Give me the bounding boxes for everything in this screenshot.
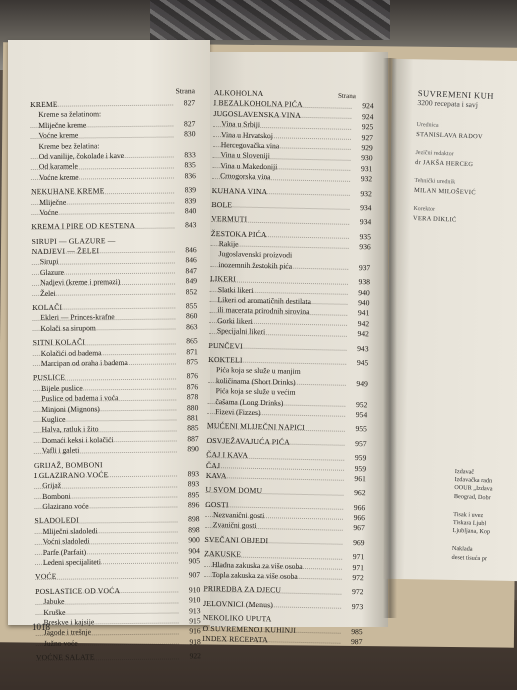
toc-entry-title: Bijele puslice (41, 383, 83, 393)
credit-role: Korektor (413, 205, 436, 213)
toc-entry-title: KOLAČI (32, 302, 63, 313)
toc-page-number: 967 (353, 523, 365, 533)
toc-entry-title: KREMA I PIRE OD KESTENA (31, 221, 136, 232)
toc-subentry-row (31, 206, 196, 218)
toc-page-number: 900 (188, 535, 200, 545)
toc-page-number: 852 (185, 286, 198, 297)
toc-page-number: 905 (188, 556, 201, 566)
toc-entry-title: LIKERI (209, 274, 237, 284)
toc-entry-title: ALKOHOLNA (213, 88, 264, 99)
toc-page-number: 955 (355, 424, 367, 434)
credit-name: VERA DIKLIĆ (412, 214, 457, 224)
toc-subentry-row (36, 637, 201, 649)
toc-section-row (36, 651, 201, 663)
toc-page-number: 924 (361, 111, 374, 122)
toc-page-number: 849 (185, 276, 198, 286)
toc-section-row (31, 221, 196, 233)
toc-entry-title: SITNI KOLAČI (32, 337, 86, 348)
toc-entry-title: Puslice od badema i voća (41, 393, 119, 404)
toc-entry-title: čašama (Long Drinks) (215, 396, 284, 408)
toc-page-number: 839 (184, 185, 197, 195)
toc-page-number: 959 (354, 453, 367, 463)
toc-entry-title: JUGOSLAVENSKA VINA (213, 108, 302, 120)
toc-section-row (207, 421, 367, 435)
toc-page-number: 890 (187, 444, 199, 454)
toc-entry-title: Domaći keksi i kolačići (41, 434, 114, 445)
toc-entry-title: Nezvaniĉni gosti (212, 510, 265, 521)
credit-role: Jezični redaktor (415, 149, 454, 158)
toc-page-number: 941 (357, 308, 370, 318)
toc-page-number: 895 (187, 489, 200, 500)
title-page-credits (412, 88, 517, 237)
toc-entry-title: POSLASTICE OD VOĆA (35, 585, 121, 596)
printer-line: Tisak i uvez (453, 510, 484, 519)
toc-entry-title: Od vanilije, čokolade i kave (38, 150, 125, 161)
toc-entry-title: Rakije (218, 239, 239, 249)
toc-page-number: 881 (187, 413, 199, 423)
toc-entry-title: SLADOLEDI (34, 515, 79, 526)
toc-entry-title: Hercegovačka vina (220, 140, 280, 151)
book-gutter-shadow (383, 58, 397, 618)
page-number: 1018 (32, 622, 50, 632)
toc-section-row (212, 185, 372, 199)
toc-subentry-row (205, 520, 365, 534)
publisher-line: Izdavačka radn (454, 476, 493, 485)
imprint-block (451, 468, 517, 575)
toc-entry-title: Kuglice (41, 414, 66, 424)
toc-page-number: 952 (355, 399, 368, 409)
toc-entry-title: KUHANA VINA (211, 185, 268, 196)
toc-entry-title: Pića koja se služe u većim (215, 386, 296, 397)
toc-page-number: 876 (186, 371, 199, 381)
toc-entry-title: PUNČEVI (208, 340, 244, 351)
toc-page-number: 855 (185, 301, 198, 311)
toc-page-number: 887 (187, 433, 199, 444)
toc-page-number: 959 (354, 463, 367, 473)
toc-entry-title: Mliječne (39, 197, 67, 207)
toc-page-number: 833 (184, 150, 196, 160)
toc-entry-title: VOĆNE SALATE (35, 652, 95, 663)
toc-subentry-row (32, 322, 197, 334)
credit-block (415, 149, 517, 171)
toc-entry-title: Glazure (39, 267, 65, 277)
toc-section-row (205, 485, 365, 499)
toc-entry-title: Kolačići od badema (40, 347, 102, 358)
toc-page-number: 925 (361, 122, 374, 132)
toc-page-number: 846 (185, 255, 197, 265)
toc-page-number: 966 (353, 513, 366, 523)
printer-block (452, 511, 517, 539)
credit-name: dr JAKŠA HERCEG (415, 158, 474, 169)
toc-page-number: 929 (361, 143, 373, 153)
publisher-block (454, 468, 517, 504)
credit-name: STANISLAVA RADOV (416, 130, 484, 141)
toc-page-number: 966 (353, 502, 366, 512)
toc-page-number: 969 (353, 537, 365, 548)
toc-page-number: 885 (187, 423, 199, 433)
toc-entry-title: Od karamele (38, 161, 78, 172)
toc-page-number: 932 (360, 188, 372, 198)
publisher-line: Izdavač (454, 468, 475, 476)
toc-page-number: 918 (189, 636, 201, 647)
imprint-list (451, 468, 517, 565)
toc-entry-title: Voćne kreme (38, 172, 79, 182)
toc-page-number: 924 (362, 101, 374, 111)
toc-entry-title: SVEČANI OBJEDI (204, 534, 269, 546)
book-title: SUVREMENI KUH (417, 88, 495, 101)
toc-page-number: 961 (354, 473, 366, 484)
toc-page-number: 985 (351, 626, 363, 636)
toc-page-number: 827 (183, 98, 196, 108)
toc-page-number: 957 (355, 438, 367, 448)
toc-page-number: 843 (185, 220, 197, 230)
toc-entry-title: ili macerata prirodnih sirovina (217, 305, 310, 317)
toc-entry-title: PRIREDBA ZA DJECU (203, 584, 282, 595)
table-of-contents-left (30, 86, 201, 663)
toc-page-number: 934 (359, 217, 372, 227)
toc-page-number: 893 (187, 479, 200, 489)
toc-subentry-row (212, 171, 372, 185)
toc-entry-title: O SUVREMENOJ KUHINJI (202, 623, 297, 635)
toc-entry-title: ZAKUSKE (204, 549, 242, 559)
toc-page-number: 931 (360, 163, 373, 174)
credit-block (413, 205, 517, 227)
toc-entry-title: količinama (Short Drinks) (215, 375, 296, 387)
background-pattern (150, 0, 390, 40)
toc-page-number: 972 (351, 587, 364, 597)
toc-entry-title: Bomboni (42, 491, 71, 501)
toc-entry-title: KOKTELI (208, 354, 243, 365)
toc-subentry-row (209, 326, 369, 340)
toc-subentry-row (35, 556, 200, 568)
toc-entry-title: INDEX RECEPATA (202, 633, 268, 645)
toc-page-number: 878 (186, 392, 199, 402)
toc-entry-title: I GLAZIRANO VOĆE (34, 470, 109, 480)
toc-section-row (206, 471, 366, 485)
toc-entry-title: Slatki likeri (217, 284, 254, 295)
toc-page-number: 915 (189, 616, 201, 626)
toc-page-number: 876 (186, 382, 199, 392)
toc-entry-title: NEKUHANE KREME (31, 186, 105, 197)
toc-section-row (203, 599, 363, 613)
toc-page-number: 910 (188, 595, 201, 605)
toc-subentry-row (210, 260, 370, 274)
toc-entry-title: Nadjevi (kreme i premazi) (39, 277, 121, 288)
toc-page-number: 898 (188, 514, 200, 524)
publisher-line: Beograd, Dobr (453, 492, 491, 501)
toc-entry-title: Marcipan od oraha i badema (40, 357, 128, 368)
toc-entry-title: Crnogorska vina (220, 171, 271, 182)
toc-page-number: 836 (184, 171, 196, 181)
toc-entry-title: Sirupi (39, 257, 59, 267)
toc-entry-title: KREME (30, 99, 58, 109)
toc-page-number: 943 (357, 343, 369, 353)
toc-entry-title: Gorki likeri (217, 315, 253, 326)
toc-entry-title: Voćne kreme (38, 130, 79, 141)
toc-entry-title: GRIJAŽ, BOMBONI (33, 459, 103, 470)
toc-entry-title: Vina u Srbiji (221, 119, 261, 130)
toc-page-number: 827 (183, 119, 196, 129)
toc-section-row (204, 535, 364, 549)
toc-page-number: 875 (186, 357, 198, 367)
toc-page-number: 904 (188, 545, 200, 555)
toc-page-number: 927 (361, 132, 374, 142)
toc-subentry-row (34, 444, 199, 456)
toc-entry-title: Mliječni sladoledi (42, 526, 98, 536)
toc-subentry-row (32, 287, 197, 299)
toc-entry-title: Minjoni (Mignons) (41, 403, 100, 414)
printer-line: Ljubljana, Kop (452, 527, 491, 536)
toc-subentry-row (204, 570, 364, 584)
toc-entry-title: Topla zakuska za više osoba (211, 570, 298, 581)
toc-entry-title: GOSTI (205, 499, 229, 510)
toc-page-number: 971 (352, 552, 365, 562)
toc-entry-title: PUSLICE (32, 373, 66, 383)
toc-page-number: 839 (184, 195, 197, 205)
toc-entry-title: Grijaž (42, 480, 62, 491)
toc-section-row (211, 214, 371, 228)
toc-page-number: 907 (188, 570, 201, 580)
toc-page-number: 860 (185, 311, 198, 321)
column-header-strana: Strana (337, 91, 356, 101)
toc-section-row (203, 584, 363, 598)
toc-section-row (35, 571, 200, 583)
toc-entry-title: Fizevi (Fizzes) (215, 407, 261, 417)
toc-page-number: 971 (352, 562, 365, 572)
toc-entry-title: NADJEVI — ŽELEI (31, 246, 100, 257)
toc-entry-title: Vina u Sloveniji (220, 150, 271, 161)
edition-line: deset tisuća pr (451, 553, 488, 562)
toc-page-number: 863 (186, 322, 198, 332)
toc-page-number: 916 (189, 626, 201, 636)
toc-entry-title: ČAJ I KAVA (206, 450, 249, 460)
toc-entry-title: Mliječne kreme (38, 120, 87, 130)
toc-entry-title: Glazirano voće (42, 501, 89, 511)
toc-page-number: 954 (355, 409, 368, 420)
toc-entry-title: Voćni sladoledi (42, 536, 90, 547)
toc-subentry-row (34, 500, 199, 512)
printer-line: Tiskara Ljubl (452, 518, 487, 528)
toc-entry-title: KAVA (205, 470, 227, 481)
toc-page-number: 847 (185, 266, 197, 276)
toc-entry-title: VERMUTI (211, 214, 248, 225)
toc-page-number: 871 (186, 346, 198, 356)
toc-entry-title: Ekleri — Princes-krafne (40, 312, 115, 323)
toc-entry-title: Vina u Hrvatskoj (220, 129, 273, 140)
toc-page-number: 945 (356, 358, 369, 368)
toc-page-number: 932 (360, 174, 373, 184)
toc-entry-title: Želei (40, 288, 56, 298)
toc-page-number: 942 (357, 329, 369, 339)
toc-page-number: 835 (184, 160, 196, 170)
toc-entry-title: Pića koja se služe u manjim (216, 365, 301, 377)
publisher-line: OOUR „Izdava (454, 484, 493, 493)
toc-entry-title: NEKOLIKO UPUTA (202, 613, 272, 624)
toc-page-number: 830 (184, 129, 196, 139)
toc-entry-title: Jugoslavenski proizvodi (218, 249, 293, 261)
toc-entry-title: Breskve i kajsije (43, 617, 95, 627)
toc-entry-title: Voćne (39, 207, 59, 217)
toc-page-number: 898 (188, 525, 200, 535)
toc-section-row (208, 341, 368, 355)
toc-entry-title: U SVOM DOMU (205, 485, 263, 496)
toc-entry-title: Specijalni likeri (216, 326, 266, 337)
toc-entry-title: Likeri od aromatičnih destilata (217, 295, 312, 307)
toc-entry-title: I BEZALKOHOLNA PIĆA (213, 98, 303, 110)
book-subtitle: 3200 recepata i savj (417, 97, 479, 110)
toc-page-number: 973 (351, 601, 364, 612)
toc-entry-title: inozemnih žestokih pića (218, 259, 293, 271)
toc-page-number: 938 (358, 277, 371, 287)
toc-entry-title: ŽESTOKA PIĆA (210, 228, 267, 239)
toc-entry-title: Kruške (43, 607, 66, 617)
toc-entry-title: OSVJEŽAVAJUĆA PIĆA (206, 435, 290, 447)
toc-page-number: 896 (187, 500, 200, 510)
toc-entry-title: Zvanični gosti (212, 520, 257, 531)
toc-entry-title: MUĆENI MLIJEČNI NAPICI (206, 421, 306, 433)
toc-entry-title: Parfe (Parfait) (42, 547, 87, 557)
table-of-contents-middle (202, 88, 374, 648)
credit-name: MILAN MILOŠEVIĆ (413, 186, 476, 197)
toc-page-number: 936 (359, 242, 371, 252)
toc-entry-title: Kreme bez želatina: (38, 140, 100, 151)
toc-entry-title: ČAJ (206, 460, 221, 470)
credit-block (416, 121, 517, 143)
toc-page-number: 942 (357, 318, 370, 329)
toc-subentry-row (207, 407, 367, 421)
toc-entry-title: SIRUPI — GLAZURE — (31, 235, 116, 246)
toc-list (202, 88, 374, 648)
toc-page-number: 934 (360, 202, 372, 213)
toc-entry-title: Vina u Makedoniji (220, 160, 278, 172)
toc-page-number: 922 (189, 651, 202, 661)
toc-entry-title: VOĆE (35, 572, 57, 582)
toc-entry-title: JELOVNICI (Menus) (203, 598, 274, 610)
toc-page-number: 880 (186, 402, 199, 412)
toc-page-number: 910 (188, 585, 201, 595)
toc-entry-title: Kolači sa sirupom (40, 323, 96, 333)
toc-page-number: 930 (361, 153, 373, 163)
toc-subentry-row (33, 357, 198, 369)
toc-page-number: 865 (186, 336, 198, 346)
toc-page-number: 846 (185, 245, 197, 255)
toc-section-row (211, 200, 371, 214)
toc-page-number: 987 (350, 636, 363, 647)
toc-entry-title: Kreme sa želatinom: (38, 109, 102, 120)
toc-entry-title: Jabuke (43, 596, 65, 607)
toc-page-number: 962 (354, 488, 366, 498)
toc-entry-title: Ledeni specijaliteti (42, 557, 101, 567)
edition-block (451, 545, 517, 564)
credit-role: Urednica (416, 121, 439, 129)
credit-block (414, 177, 517, 199)
toc-subentry-row (31, 171, 196, 183)
toc-entry-title: Jagode i trešnje (43, 627, 91, 638)
toc-page-number: 913 (189, 605, 201, 615)
toc-entry-title: Južno voće (43, 638, 78, 648)
column-header-strana: Strana (175, 86, 196, 96)
toc-entry-title: Hladna zakuska za više osoba (211, 559, 303, 571)
credits-list (413, 121, 517, 227)
toc-page-number: 972 (352, 573, 364, 583)
toc-page-number: 940 (358, 298, 370, 308)
toc-list (30, 98, 201, 663)
credit-role: Tehnički urednik (414, 177, 456, 186)
edition-line: Naklada (451, 545, 473, 554)
toc-page-number: 949 (356, 378, 368, 389)
toc-page-number: 937 (358, 262, 371, 273)
toc-page-number: 840 (184, 206, 197, 216)
toc-entry-title: Vafli i galeti (41, 445, 80, 456)
toc-entry-title: Halva, ratluk i žito (41, 424, 99, 435)
toc-section-row (207, 436, 367, 450)
toc-page-number: 935 (359, 231, 372, 242)
toc-page-number: 940 (358, 287, 370, 297)
toc-page-number: 893 (187, 469, 200, 479)
toc-entry-title: BOLE (211, 199, 233, 210)
